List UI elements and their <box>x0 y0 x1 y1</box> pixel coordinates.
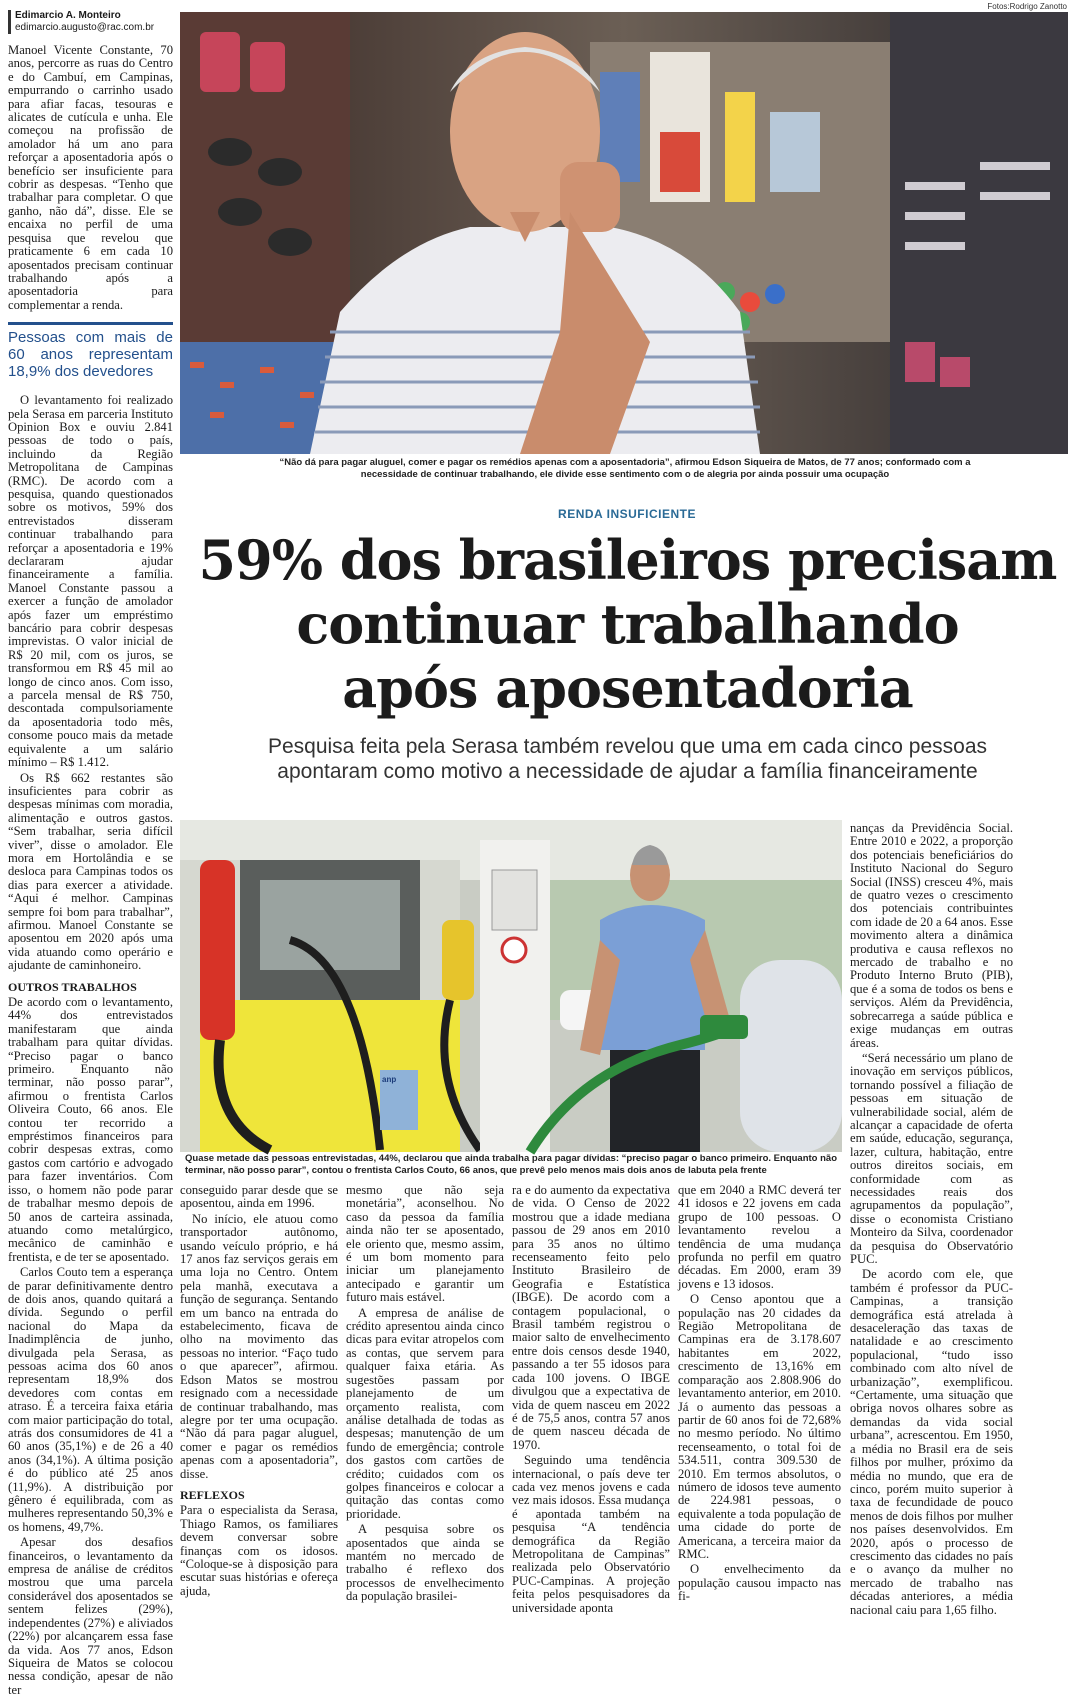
headline-line-1: 59% dos brasileiros precisam <box>198 528 1057 592</box>
paragraph: No início, ele atuou como transportador autônomo, usando veículo próprio, e há 17 anos faz serviços gerais em uma loja no Centro. Ontem pela manhã, executava a função de segurança. Sentando em um banco na entrada do estabelecimento, ficava de olho na movimento das pessoas no interior. “Faço tudo o que aparecer”, afirmou. Edson Matos se mostrou resignado com a necessidade de continuar trabalhando, mas alegre por ter uma ocupação. “Não dá para pagar aluguel, comer e pagar os remédios apenas com a aposentadoria”, disse. <box>180 1211 338 1481</box>
deck-line-1: Pesquisa feita pela Serasa também revelou que uma em cada cinco pessoas <box>267 735 988 758</box>
paragraph: conseguido parar desde que se aposentou, ainda em 1996. <box>180 1183 338 1211</box>
photo-illustration <box>180 820 842 1152</box>
paragraph: que em 2040 a RMC deverá ter 41 idosos e 22 jovens em cada grupo de 100 pessoas. O levantamento revelou a tendência de uma mudança profunda no perfil em quatro décadas. Em 2000, eram 39 jovens e 13 idosos. <box>678 1183 841 1291</box>
subheading: REFLEXOS <box>180 1487 245 1502</box>
article-column-3 <box>346 1184 504 1652</box>
paragraph: “Será necessário um plano de inovação em serviços públicos, tornando possível a filiação de pessoas em situação de vulnerabilidade social, além de alcançar a capacidade de oferta em saúde, educação, segurança, lazer, cultura, habitação, entre outros direitos sociais, em conformidade com as necessidades reais dos agrupamentos da população”, disse o economista Cristiano Monteiro da Silva, coordenador da pesquisa do Observatório PUC. <box>850 1050 1013 1266</box>
headline <box>185 528 1070 720</box>
photo-credit: Fotos:Rodrigo Zanotto <box>987 2 1067 11</box>
top-photo-shop-worker <box>180 12 1068 454</box>
pull-quote: Pessoas com mais de 60 anos representam 18,9% dos devedores <box>8 322 173 380</box>
author-name: Edimarcio A. Monteiro <box>15 10 121 21</box>
paragraph: Apesar dos desafios financeiros, o levantamento da empresa de análise de créditos mostrou que uma parcela considerável dos aposentados se sentem felizes (29%), independentes (27%) e aliviados (22%) por alcançarem essa fase da vida. Aos 77 anos, Edson Siqueira de Matos se colocou nessa condição, apesar de não ter <box>8 1535 173 1697</box>
paragraph: De acordo com ele, que também é professor da PUC-Campinas, a transição demográfica está atrelada à desaceleração das taxas de natalidade e ao crescimento populacional, “tudo isso combinado com alto nível de urbanização”, exemplificou. “Certamente, uma situação que obriga novos olhares sobre as demandas da vida social urbana”, acrescentou. Em 1950, a média no Brasil era de seis filhos por mulher, próximo da média no mundo, que era de cinco, porém muito superior à taxa de fecundidade de pouco menos de dois filhos por mulher nos países desenvolvidos. Em 2020, após o processo de crescimento das cidades no país e o avanço da mulher no mercado de trabalho nas décadas anteriores, a média nacional caiu para 1,65 filho. <box>850 1267 1013 1617</box>
pump-brand-label: anp <box>382 1075 397 1084</box>
article-column-2 <box>180 1184 338 1652</box>
paragraph: Manoel Vicente Constante, 70 anos, percorre as ruas do Centro e do Cambuí, em Campinas, empurrando o carrinho usado para afiar facas, tesouras e alicates de cutícula e unha. Ele começou na profissão de amolador há um ano para reforçar a aposentadoria após o benefício ser insuficiente para cobrir as despesas. “Tenho que trabalhar para completar. O que ganho, não dá”, disse. Ele se encaixa no perfil de uma pesquisa que revelou que praticamente 6 em cada 10 aposentados precisam continuar trabalhando após a aposentadoria para complementar a renda. <box>8 43 173 312</box>
subheading: OUTROS TRABALHOS <box>8 979 137 994</box>
photo-illustration <box>180 12 1068 454</box>
author-email: edimarcio.augusto@rac.com.br <box>15 22 155 33</box>
article-column-5 <box>678 1184 841 1652</box>
bottom-photo-gas-station <box>180 820 842 1152</box>
kicker: RENDA INSUFICIENTE <box>558 507 696 521</box>
paragraph: Para o especialista da Serasa, Thiago Ramos, os familiares devem conversar sobre finanças com os idosos. “Coloque-se à disposição para escutar suas histórias e ofereça ajuda, <box>180 1503 338 1598</box>
deck-line-2: apontaram como motivo a necessidade de ajudar a família financeiramente <box>277 760 978 783</box>
byline <box>8 10 178 34</box>
deck-subtitle <box>185 734 1070 784</box>
paragraph: O Censo apontou que a população nas 20 cidades da Região Metropolitana de Campinas era de 3.178.607 habitantes em 2022, crescimento de 13,16% em comparação aos 2.808.906 do levantamento anterior, em 2010. Já o aumento das pessoas a partir de 60 anos foi de 72,68% no mesmo período. No último recenseamento, o total foi de 534.511, contra 309.530 de 2010. Em termos absolutos, o número de idosos teve aumento de 224.981 pessoas, o equivalente a toda população de uma cidade do porte de Americana, a terceira maior da RMC. <box>678 1292 841 1561</box>
paragraph: Carlos Couto tem a esperança de parar definitivamente dentro de dois anos, quando quitará a dívida. Segundo o perfil nacional do Mapa da Inadimplência de junho, divulgada pela Serasa, as pessoas acima dos 60 anos representam 18,9% dos devedores com contas em atraso. É a terceira faixa etária com maior participação do total, atrás dos consumidores de 41 a 60 anos (35,1%) e de 26 a 40 anos (34,1%). A última posição é do público até 25 anos (11,9%). A distribuição por gênero é equilibrada, com as mulheres representando 50,3% e os homens, 49,7%. <box>8 1265 173 1534</box>
paragraph: nanças da Previdência Social. Entre 2010 e 2022, a proporção dos potenciais beneficiários do Instituto Nacional do Seguro Social (INSS) cresceu 4%, mais de quatro vezes o crescimento dos potenciais contribuintes com idade de 20 a 64 anos. Esse movimento altera a dinâmica produtiva e causa reflexos no mercado de trabalho e no Produto Interno Bruto (PIB), que é a soma de todos os bens e serviços. Além da Previdência, sobrecarrega a saúde pública e exige mudanças em outras áreas. <box>850 821 1013 1050</box>
article-column-6 <box>850 822 1013 1652</box>
article-column-4 <box>512 1184 670 1652</box>
bottom-photo-caption: Quase metade das pessoas entrevistadas, 44%, declarou que ainda trabalha para pagar dívidas: “preciso pagar o banco primeiro. Enquanto não terminar, não posso parar”, contou o frentista Carlos Couto, 66 anos, que prevê pelo menos mais dois anos de labuta pela frente <box>185 1153 838 1176</box>
paragraph: O envelhecimento da população causou impacto nas fi- <box>678 1562 841 1604</box>
paragraph: O levantamento foi realizado pela Serasa em parceria Instituto Opinion Box e ouviu 2.841 pessoas de todo o país, incluindo da Região Metropolitana de Campinas (RMC). De acordo com a pesquisa, quando questionados sobre os motivos, 59% dos entrevistados disseram continuar trabalhando para reforçar a aposentadoria e 19% declararam ajudar financeiramente a família. Manoel Constante passou a exercer a função de amolador após fazer um empréstimo bancário para cobrir despesas imprevistas. O valor inicial de R$ 20 mil, com os juros, se transformou em R$ 45 mil ao longo de cinco anos. Com isso, a parcela mensal de R$ 750, descontada compulsoriamente da aposentadoria todo mês, consome pouco mais da metade equivalente a um salário mínimo – R$ 1.412. <box>8 393 173 770</box>
paragraph: De acordo com o levantamento, 44% dos entrevistados manifestaram que ainda trabalham para quitar dívidas. “Preciso pagar o banco primeiro. Enquanto não terminar, não posso parar”, afirmou o frentista Carlos Oliveira Couto, 66 anos. Ele contou ter recorrido a empréstimos financeiros para cobrir despesas extras, como gastos com cartório e advogado para fazer inventários. Com isso, o homem não pode parar de trabalhar mesmo depois de 50 anos de carteira assinada, atuando como metalúrgico, mecânico de caminhão e frentista, e de ter se aposentado. <box>8 995 173 1264</box>
paragraph: A pesquisa sobre os aposentados que ainda se mantém no mercado de trabalho é reflexo dos processos de envelhecimento da população brasilei- <box>346 1522 504 1604</box>
paragraph: ra e do aumento da expectativa de vida. O Censo de 2022 mostrou que a idade mediana passou de 29 anos em 2010 para 35 anos no último recenseamento feito pelo Instituto Brasileiro de Geografia e Estatística (IBGE). De acordo com a contagem populacional, o Brasil também registrou o maior salto de envelhecimento entre dois censos desde 1940, passando a ter 55 idosos para cada 100 jovens. O IBGE divulgou que a expectativa de vida de quem nasceu em 2022 é de 75,5 anos, contra 57 anos de quem nasceu década de 1970. <box>512 1183 670 1452</box>
top-photo-caption: “Não dá para pagar aluguel, comer e pagar os remédios apenas com a aposentadoria”, afirmou Edson Siqueira de Matos, de 77 anos; conformado com a necessidade de continuar trabalhando, ele divide esse sentimento com o de alegria por ainda possuir uma ocupação <box>279 457 971 480</box>
headline-line-2: continuar trabalhando <box>296 592 959 656</box>
article-column-1 <box>8 43 173 1697</box>
paragraph: Seguindo uma tendência internacional, o país deve ter cada vez menos jovens e cada vez mais idosos. Essa mudança é apontada também na pesquisa “A tendência demográfica da Região Metropolitana de Campinas” realizada pelo Observatório PUC-Campinas. A projeção feita pelos pesquisadores da universidade aponta <box>512 1453 670 1615</box>
paragraph: Os R$ 662 restantes são insuficientes para cobrir as despesas mínimas com moradia, alimentação e outros gastos. “Sem trabalhar, seria difícil viver”, disse o amolador. Ele mora em Hortolândia e se desloca para Campinas todos os dias para exercer a atividade. “Aqui é melhor. Campinas sempre foi bom para trabalhar”, afirmou. Manoel Constante se aposentou em 2020 após uma vida atuando como operário e ajudante de caminhoneiro. <box>8 770 173 973</box>
paragraph: mesmo que não seja monetária”, aconselhou. No caso da pessoa da família ainda não ter se aposentado, ele oriento que, mesmo assim, é um bom momento para iniciar um planejamento antecipado e garantir um futuro mais estável. <box>346 1183 504 1305</box>
paragraph: A empresa de análise de crédito apresentou ainda cinco dicas para evitar atropelos com as contas, que servem para qualquer faixa etária. As sugestões passam por planejamento de um orçamento realista, com análise detalhada de todas as despesas; manutenção de um fundo de emergência; controle dos gastos com cartões de crédito; cuidados com os golpes financeiros e colocar a quitação das contas como prioridade. <box>346 1305 504 1521</box>
headline-line-3: após aposentadoria <box>342 656 913 720</box>
